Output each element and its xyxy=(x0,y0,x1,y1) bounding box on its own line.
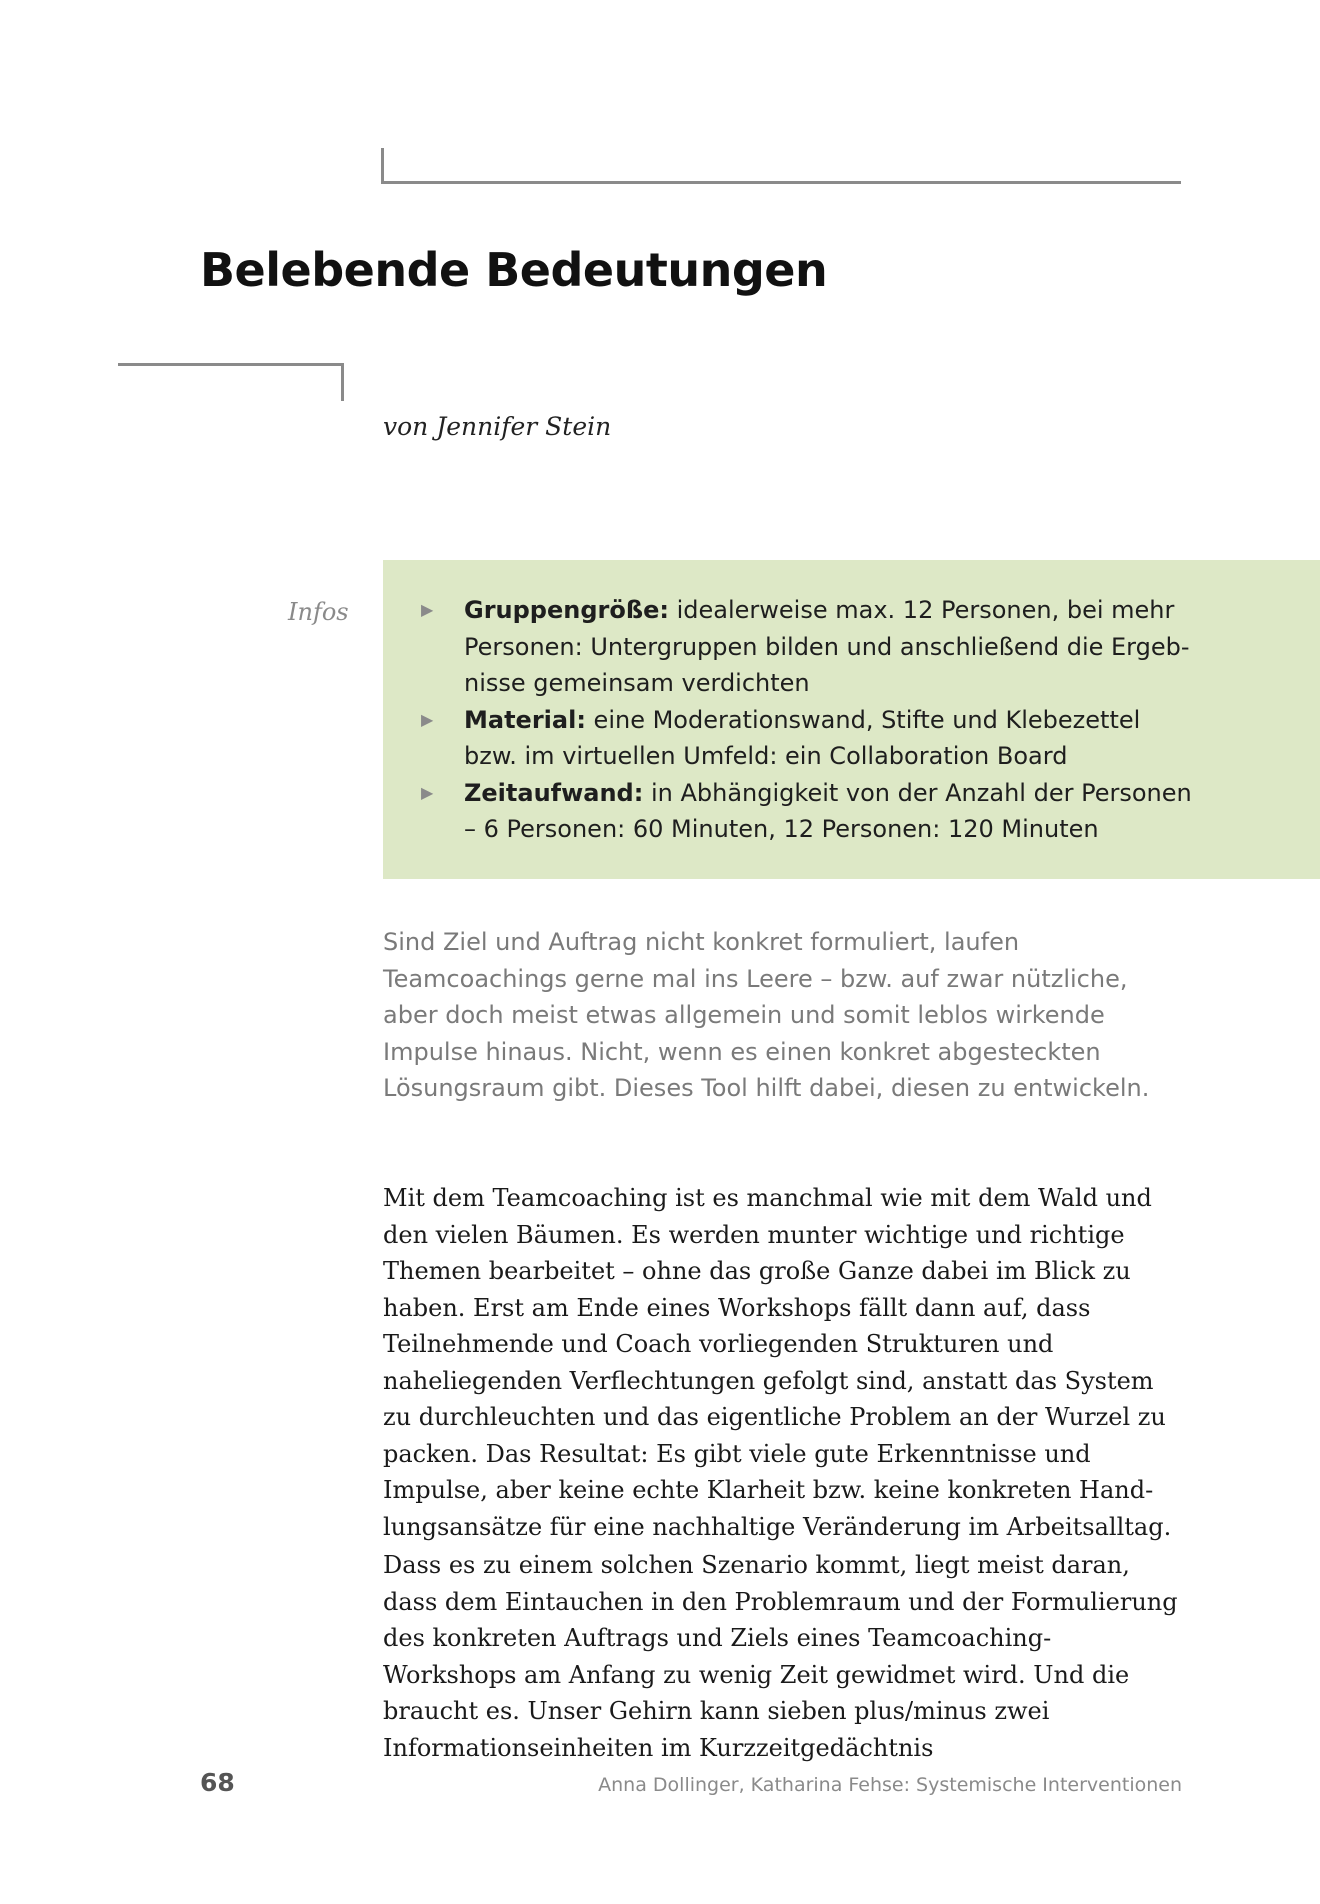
triangle-bullet-icon: ▶ xyxy=(421,782,434,802)
page-number: 68 xyxy=(200,1768,235,1797)
running-footer: Anna Dollinger, Katharina Fehse: Systemische Interventionen xyxy=(598,1774,1182,1796)
infos-list xyxy=(419,592,1199,848)
triangle-bullet-icon: ▶ xyxy=(421,709,434,729)
infos-label: Infos xyxy=(288,598,349,626)
info-item-time xyxy=(419,775,1199,848)
info-text: idealerweise max. 12 Personen, bei mehr Personen: Untergruppen bilden und anschließend die Ergebnisse gemeinsam verdichten xyxy=(464,596,1190,697)
info-item-group-size xyxy=(419,592,1199,702)
body-paragraph: Mit dem Teamcoaching ist es manchmal wie mit dem Wald und den vielen Bäumen. Es werden munter wichtige und richtige Themen bearbeitet – ohne das große Ganze dabei im Blick zu haben. Erst am Ende eines Workshops fällt dann auf, dass Teilnehmende und Coach vorliegenden Strukturen und naheliegenden Verflechtungen gefolgt sind, anstatt das System zu durchleuchten und das eigentliche Problem an der Wurzel zu packen. Das Resultat: Es gibt viele gute Erkenntnisse und Impulse, aber keine echte Klarheit bzw. keine konkreten Handlungsansätze für eine nachhaltige Veränderung im Arbeitsalltag. xyxy=(383,1184,1172,1541)
info-term: Gruppengröße: xyxy=(464,596,669,624)
author-corner-rule xyxy=(118,363,344,401)
chapter-title: Belebende Bedeutungen xyxy=(200,243,828,297)
top-corner-rule xyxy=(381,148,1181,184)
info-text: in Abhängigkeit von der Anzahl der Personen – 6 Personen: 60 Minuten, 12 Personen: 120 Minuten xyxy=(464,778,1192,843)
lead-paragraph: Sind Ziel und Auftrag nicht konkret formuliert, laufen Teamcoachings gerne mal ins Leere – bzw. auf zwar nützliche, aber doch meist etwas allgemein und somit leblos wirkende Impulse hinaus. Nicht, wenn es einen konkret abgesteckten Lösungsraum gibt. Dieses Tool hilft dabei, diesen zu entwickeln. xyxy=(383,928,1150,1102)
triangle-bullet-icon: ▶ xyxy=(421,600,434,619)
body-paragraph: Dass es zu einem solchen Szenario kommt, liegt meist daran, dass dem Eintauchen in den Problemraum und der Formulierung des konkreten Auftrags und Ziels eines Teamcoaching- Workshops am Anfang zu wenig Zeit gewidmet wird. Und die braucht es. Unser Gehirn kann sieben plus/minus zwei Informationseinheiten im Kurzzeitgedächtnis xyxy=(383,1551,1178,1762)
info-item-material xyxy=(419,702,1199,775)
info-term: Material: xyxy=(464,705,586,734)
infos-box xyxy=(383,560,1320,879)
chapter-author: von Jennifer Stein xyxy=(383,412,612,441)
info-text: eine Moderationswand, Stifte und Klebezettel bzw. im virtuellen Umfeld: ein Collaboration Board xyxy=(464,705,1141,770)
info-term: Zeitaufwand: xyxy=(464,778,644,807)
